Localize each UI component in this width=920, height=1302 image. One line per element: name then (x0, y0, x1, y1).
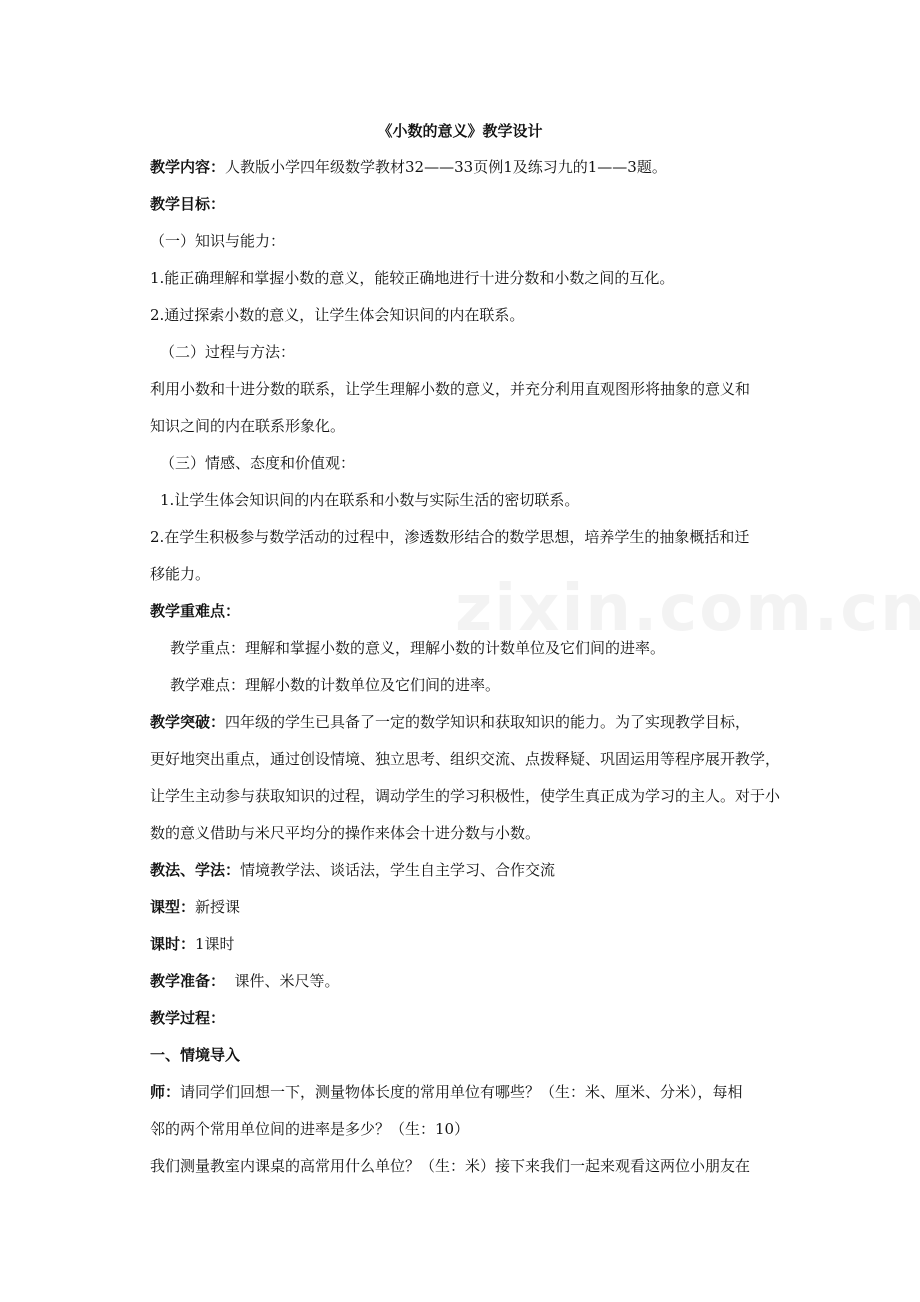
teaching-process-heading: 教学过程： (150, 1009, 226, 1027)
breakthrough-line-2: 更好地突出重点，通过创设情境、独立思考、组织交流、点拨释疑、巩固运用等程序展开教学， (150, 750, 781, 768)
knowledge-heading: （一）知识与能力： (150, 232, 286, 250)
knowledge-item-1: 1.能正确理解和掌握小数的意义，能较正确地进行十进分数和小数之间的互化。 (150, 269, 675, 287)
process-method-line-1: 利用小数和十进分数的联系，让学生理解小数的意义，并充分利用直观图形将抽象的意义和 (150, 380, 751, 398)
section-1-heading: 一、情境导入 (150, 1046, 241, 1064)
lesson-time-label: 课时： (150, 935, 196, 953)
content-text: 人教版小学四年级数学教材32——33页例1及练习九的1——3题。 (225, 158, 667, 176)
breakthrough-line-4: 数的意义借助与米尺平均分的操作来体会十进分数与小数。 (150, 824, 541, 842)
emotion-item-2-line-1: 2.在学生积极参与数学活动的过程中，渗透数形结合的数学思想，培养学生的抽象概括和迁 (150, 528, 750, 546)
lesson-time-line (150, 934, 235, 954)
keypoints-difficulty: 教学难点：理解小数的计数单位及它们间的进率。 (170, 676, 501, 694)
lesson-type-label: 课型： (150, 898, 196, 916)
keypoints-heading: 教学重难点： (150, 602, 241, 620)
emotion-heading: （三）情感、态度和价值观： (160, 454, 356, 472)
methods-line (150, 860, 555, 880)
document-title: 《小数的意义》教学设计 (377, 122, 543, 140)
process-method-line-2: 知识之间的内在联系形象化。 (150, 417, 346, 435)
breakthrough-line-1 (150, 712, 750, 732)
continue-line: 我们测量教室内课桌的高常用什么单位？（生：米）接下来我们一起来观看这两位小朋友在 (150, 1157, 751, 1175)
knowledge-item-2: 2.通过探索小数的意义，让学生体会知识间的内在联系。 (150, 306, 525, 324)
watermark (455, 572, 920, 646)
preparation-label: 教学准备： (150, 972, 226, 990)
breakthrough-text-1: 四年级的学生已具备了一定的数学知识和获取知识的能力。为了实现教学目标， (225, 713, 751, 731)
lesson-time-text: 1课时 (195, 935, 235, 953)
content-label: 教学内容： (150, 158, 226, 176)
breakthrough-label: 教学突破： (150, 713, 226, 731)
process-method-heading: （二）过程与方法： (160, 343, 296, 361)
lesson-type-line (150, 897, 240, 917)
lesson-type-text: 新授课 (195, 898, 241, 916)
teacher-line-2: 邻的两个常用单位间的进率是多少？（生：10） (150, 1120, 470, 1138)
methods-text: 情境教学法、谈话法，学生自主学习、合作交流 (240, 861, 556, 879)
methods-label: 教法、学法： (150, 861, 241, 879)
keypoints-focus: 教学重点：理解和掌握小数的意义，理解小数的计数单位及它们间的进率。 (170, 639, 666, 657)
content-line (150, 157, 667, 177)
emotion-item-2-line-2: 移能力。 (150, 565, 211, 583)
teacher-label: 师： (150, 1083, 181, 1101)
preparation-text: 课件、米尺等。 (225, 972, 340, 990)
teacher-line-1 (150, 1082, 743, 1102)
breakthrough-line-3: 让学生主动参与获取知识的过程，调动学生的学习积极性，使学生真正成为学习的主人。对于小 (150, 787, 781, 805)
teacher-text-1: 请同学们回想一下，测量物体长度的常用单位有哪些？（生：米、厘米、分米），每相 (180, 1083, 743, 1101)
objectives-heading: 教学目标： (150, 195, 226, 213)
emotion-item-1: 1.让学生体会知识间的内在联系和小数与实际生活的密切联系。 (160, 491, 580, 509)
preparation-line (150, 971, 340, 991)
